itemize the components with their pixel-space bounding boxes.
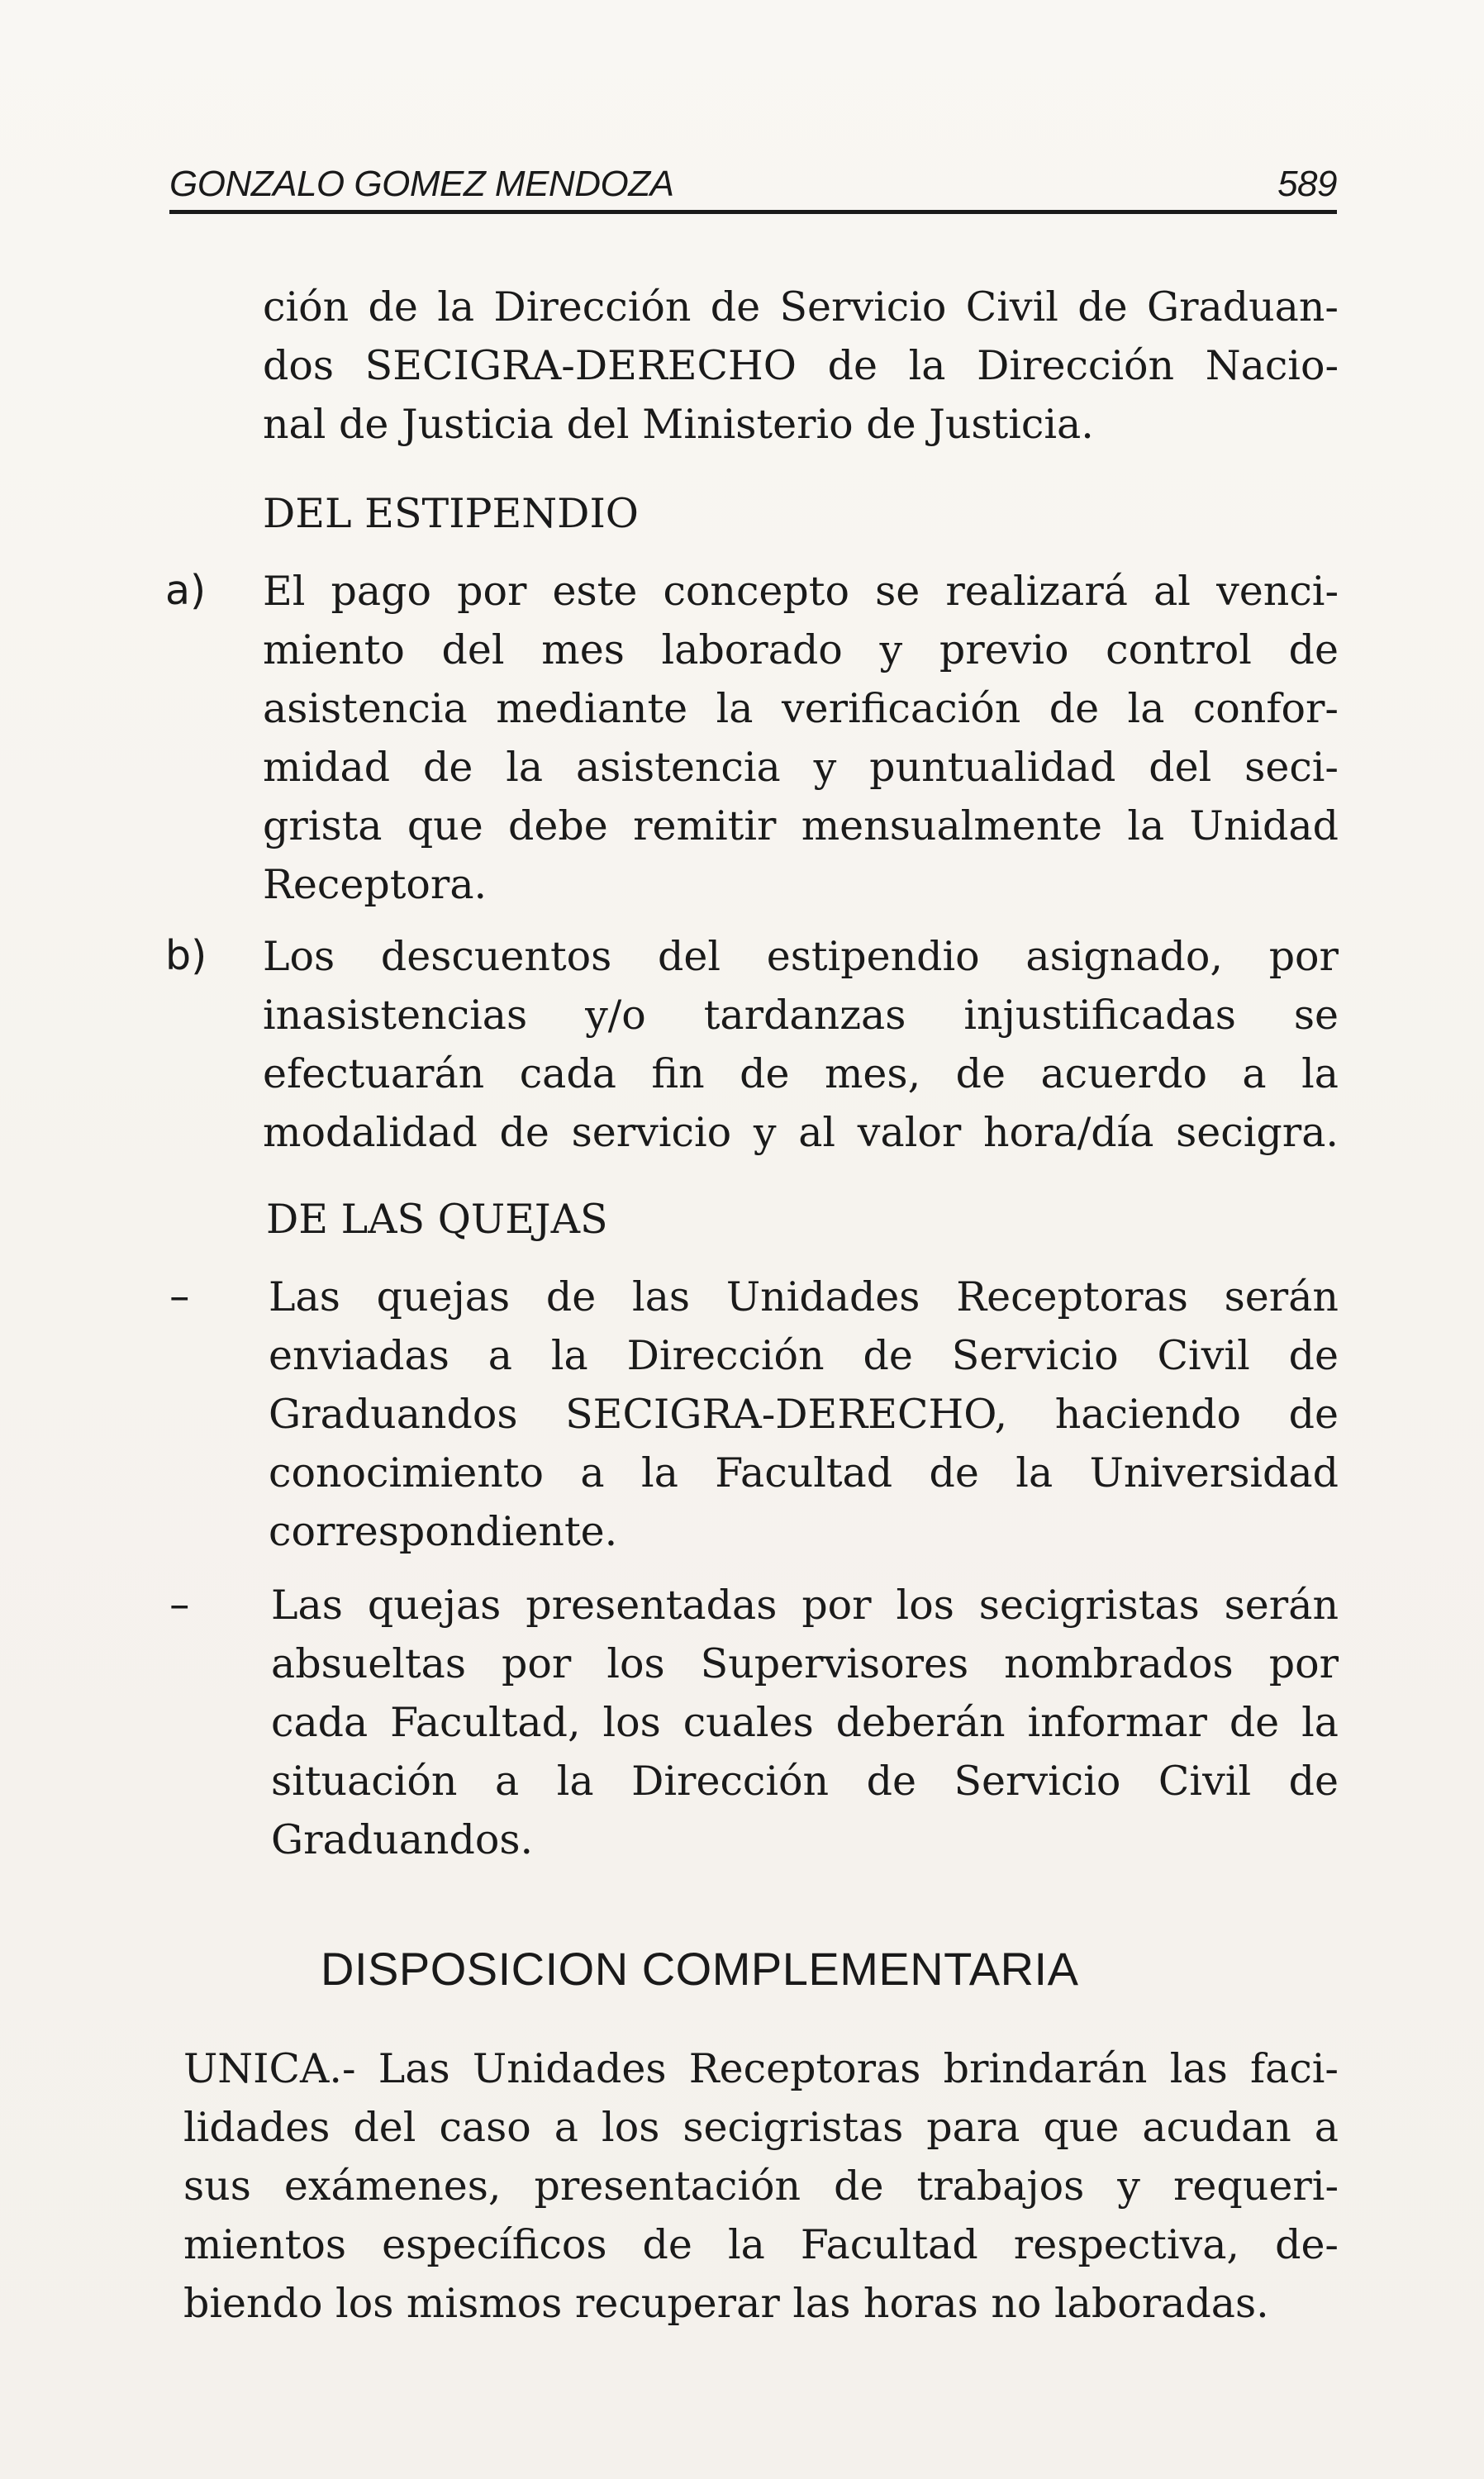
text-line: Las quejas presentadas por los secigristas serán [271, 1582, 1339, 1629]
text-line: sus exámenes, presentación de trabajos y requeri- [183, 2163, 1339, 2210]
item-marker-dash: – [169, 1273, 190, 1320]
item-marker-b: b) [165, 932, 207, 979]
text-line: modalidad de servicio y al valor hora/día secigra. [263, 1109, 1339, 1156]
text-line: correspondiente. [269, 1508, 618, 1555]
text-line: cada Facultad, los cuales deberán informar de la [271, 1699, 1339, 1746]
header-rule [169, 210, 1337, 214]
text-line: efectuarán cada fin de mes, de acuerdo a la [263, 1050, 1339, 1097]
text-line: midad de la asistencia y puntualidad del seci- [263, 744, 1339, 791]
running-header [169, 155, 1337, 205]
page-number: 589 [1277, 164, 1337, 204]
text-line: El pago por este concepto se realizará al venci- [263, 568, 1339, 615]
text-line: UNICA.- Las Unidades Receptoras brindarán las faci- [183, 2045, 1339, 2092]
text-line: asistencia mediante la verificación de la confor- [263, 685, 1339, 732]
text-line: absueltas por los Supervisores nombrados por [271, 1640, 1339, 1687]
text-line: biendo los mismos recuperar las horas no laboradas. [183, 2280, 1269, 2327]
item-marker-dash: – [169, 1581, 190, 1628]
text-line: ción de la Dirección de Servicio Civil de Graduan- [263, 283, 1339, 331]
text-line: grista que debe remitir mensualmente la Unidad [263, 802, 1339, 849]
text-line: conocimiento a la Facultad de la Universidad [269, 1449, 1339, 1496]
text-line: Los descuentos del estipendio asignado, por [263, 933, 1339, 980]
text-line: enviadas a la Dirección de Servicio Civil de [269, 1332, 1339, 1379]
text-line: Graduandos SECIGRA-DERECHO, haciendo de [269, 1391, 1339, 1438]
text-line: inasistencias y/o tardanzas injustificadas se [263, 992, 1339, 1039]
quejas-item-1 [269, 1268, 1339, 1561]
section-heading-estipendio: DEL ESTIPENDIO [263, 490, 639, 537]
estipendio-item-a [263, 562, 1339, 914]
text-line: nal de Justicia del Ministerio de Justicia. [263, 401, 1094, 448]
item-marker-a: a) [165, 567, 207, 614]
text-line: miento del mes laborado y previo control de [263, 626, 1339, 673]
text-line: Graduandos. [271, 1816, 534, 1863]
intro-paragraph [263, 278, 1339, 454]
header-author: GONZALO GOMEZ MENDOZA [169, 164, 674, 204]
estipendio-item-b [263, 927, 1339, 1162]
text-line: Receptora. [263, 861, 488, 908]
text-line: Las quejas de las Unidades Receptoras serán [269, 1273, 1339, 1320]
text-line: lidades del caso a los secigristas para que acudan a [183, 2104, 1339, 2151]
disposicion-title: DISPOSICION COMPLEMENTARIA [321, 1943, 1079, 1995]
disposicion-paragraph [183, 2039, 1339, 2333]
text-line: situación a la Dirección de Servicio Civil de [271, 1758, 1339, 1805]
quejas-item-2 [271, 1576, 1339, 1869]
text-line: dos SECIGRA-DERECHO de la Dirección Nacio- [263, 342, 1339, 389]
section-heading-quejas: DE LAS QUEJAS [266, 1196, 608, 1243]
text-line: mientos específicos de la Facultad respectiva, de- [183, 2221, 1339, 2268]
